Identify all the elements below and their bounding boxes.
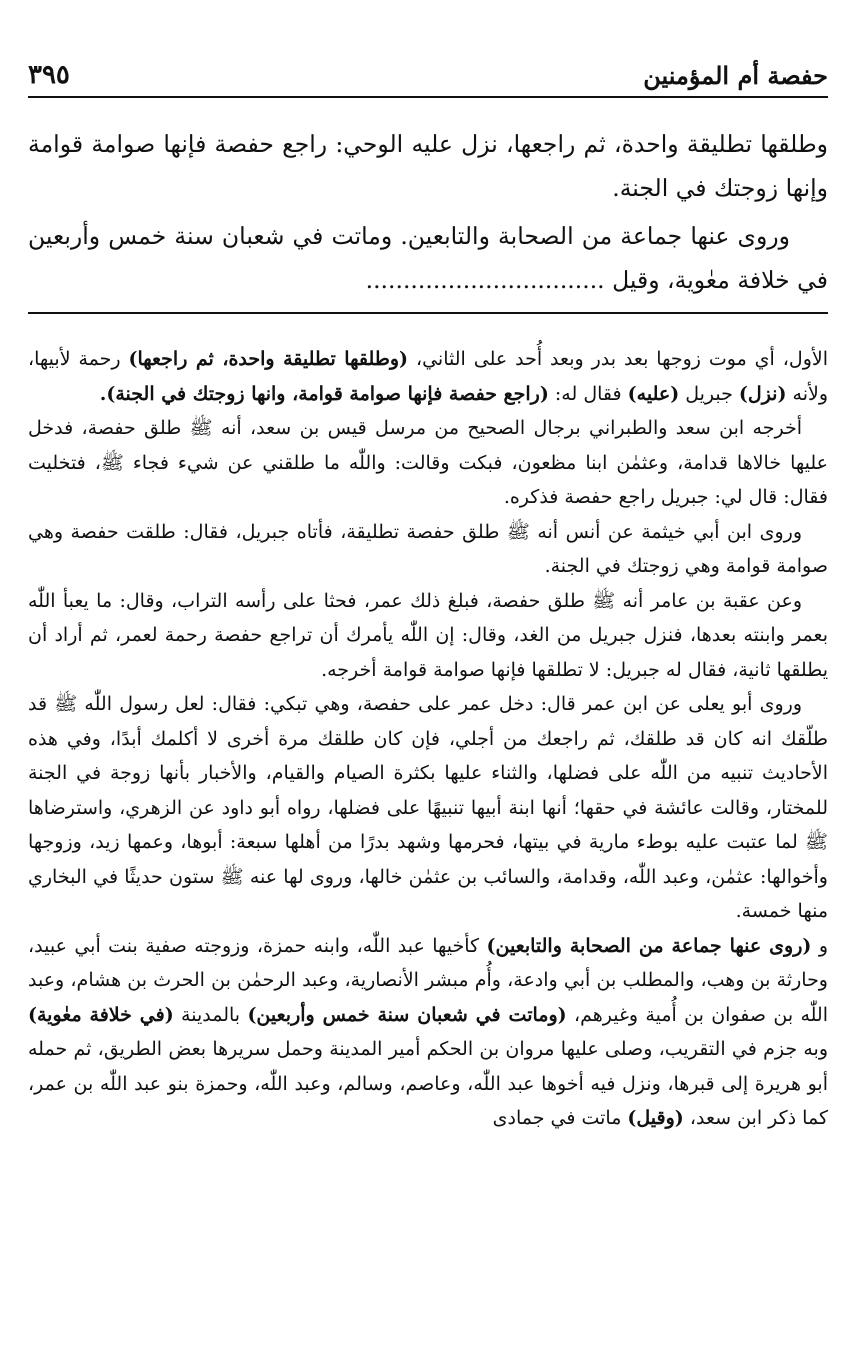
quoted-text: (عليه): [627, 382, 680, 405]
commentary-text: رحمة لأبيها، ولأنه: [28, 348, 828, 405]
page-number: ٣٩٥: [28, 60, 70, 90]
commentary-paragraph-5: وروى أبو يعلى عن ابن عمر قال: دخل عمر على حفصة، وهي تبكي: فقال: لعل رسول اللّٰه ﷺ قد طلّقك انه كان قد طلقك، ثم راجعك من أجلي، فإن كان طلقك مرة أخرى لا أكلمك أبدًا، وفي هذه الأحاديث تنبيه من اللّٰه على فضلها، والثناء عليها بكثرة الصيام والقيام، والأخبار بأنها زوجة في الجنة للمختار، وقالت عائشة في حقها؛ أنها ابنة أبيها تنبيهًا على فضلها، رواه أبو داود عن الزهري، واسترضاها ﷺ لما عتبت عليه بوطء مارية في بيتها، فحرمها وشهد بدرًا من أهلها سبعة: أبوها، وعمها زيد، وزوجها وأخوالها: عثمٰن، وعبد اللّٰه، وقدامة، والسائب بن عثمٰن خالها، وروى لها عنه ﷺ ستون حديثًا في البخاري منها خمسة.: [28, 693, 828, 922]
commentary-paragraph-6: [28, 929, 828, 1136]
main-text: [28, 98, 828, 312]
commentary-paragraph-1: [28, 342, 828, 411]
page-header: [28, 50, 828, 96]
quoted-text: (وقيل): [627, 1107, 684, 1129]
quoted-text: (وماتت في شعبان سنة خمس وأربعين): [247, 1003, 567, 1026]
quoted-text: (في خلافة معٰوية): [28, 1003, 174, 1026]
commentary-paragraph-3: وروى ابن أبي خيثمة عن أنس أنه ﷺ طلق حفصة تطليقة، فأتاه جبريل، فقال: طلقت حفصة وهي صوامة قوامة وهي زوجتك في الجنة.: [28, 520, 828, 577]
quoted-text: (روى عنها جماعة من الصحابة والتابعين): [486, 934, 812, 957]
commentary-text: ماتت في جمادى: [492, 1107, 628, 1129]
commentary-text: و: [811, 934, 828, 957]
quoted-text: (وطلقها تطليقة واحدة، ثم راجعها): [128, 348, 409, 370]
main-paragraph-1: وطلقها تطليقة واحدة، ثم راجعها، نزل عليه الوحي: راجع حفصة فإنها صوامة قوامة وإنها زوجتك في الجنة.: [28, 130, 828, 202]
commentary: [28, 314, 828, 1136]
running-title: حفصة أم المؤمنين: [643, 61, 828, 90]
quoted-text: (نزل): [738, 382, 787, 405]
commentary-text: فقال له:: [548, 382, 628, 405]
commentary-text: بالمدينة: [173, 1003, 248, 1026]
commentary-text: كأخيها عبد اللّٰه، وابنه حمزة، وزوجته صفية بنت أبي عبيد، وحارثة بن وهب، والمطلب بن أبي وادعة، وأُم مبشر الأنصارية، وعبد الرحمٰن بن الحرث بن هشام، وعبد اللّٰه بن صفوان بن أُمية وغيرهم،: [28, 934, 828, 1026]
commentary-text: الأول، أي موت زوجها بعد بدر وبعد أُحد على الثاني،: [408, 348, 828, 370]
main-paragraph-2: وروى عنها جماعة من الصحابة والتابعين. وماتت في شعبان سنة خمس وأربعين في خلافة معٰوية، وقيل ................................: [28, 222, 828, 294]
commentary-text: وبه جزم في التقريب، وصلى عليها مروان بن الحكم أمير المدينة وحمل سريرها بعض الطريق، ثم حمله أبو هريرة إلى قبرها، ونزل فيه أخوها عبد اللّٰه، وعاصم، وسالم، وعبد اللّٰه، وحمزة بنو عبد اللّٰه بن عمر، كما ذكر ابن سعد،: [28, 1038, 828, 1129]
quoted-text: (راجع حفصة فإنها صوامة قوامة، وانها زوجتك في الجنة).: [99, 382, 549, 405]
commentary-paragraph-2: أخرجه ابن سعد والطبراني برجال الصحيح من مرسل قيس بن سعد، أنه ﷺ طلق حفصة، فدخل عليها خالاها قدامة، وعثمٰن ابنا مظعون، فبكت وقالت: واللّٰه ما طلقني عن شيء فجاء ﷺ، فتخليت فقال: قال لي: جبريل راجع حفصة فذكره.: [28, 417, 828, 508]
commentary-paragraph-4: وعن عقبة بن عامر أنه ﷺ طلق حفصة، فبلغ ذلك عمر، فحثا على رأسه التراب، وقال: ما يعبأ اللّٰه بعمر وابنته بعدها، فنزل جبريل من الغد، وقال: إن اللّٰه يأمرك أن تراجع حفصة رحمة لعمر، ثم أراد أن يطلقها ثانية، فقال له جبريل: لا تطلقها فإنها صوامة قوامة أخرجه.: [28, 589, 828, 681]
commentary-text: جبريل: [679, 382, 739, 405]
